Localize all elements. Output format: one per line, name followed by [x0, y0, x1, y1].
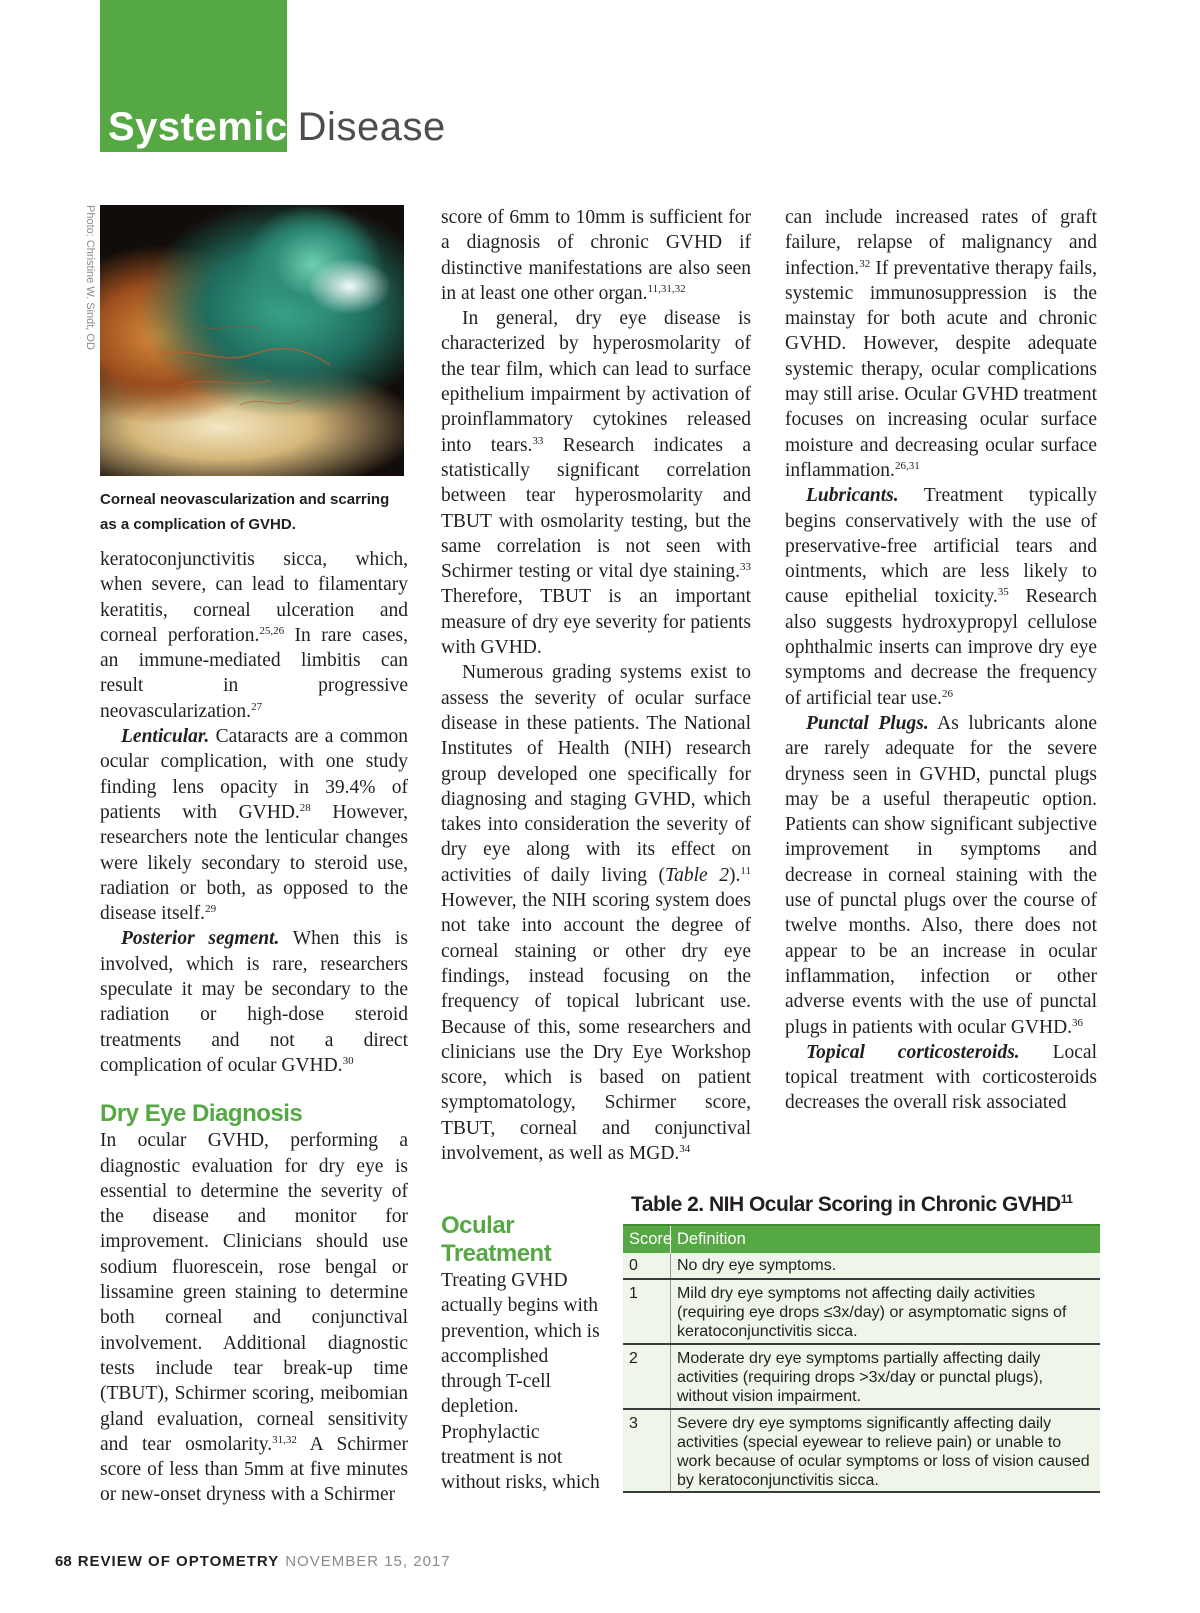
column-1: [100, 547, 408, 1508]
paragraph: Posterior segment. When this is involved, which is rare, researchers speculate it may be secondary to the radiation or high-dose steroid treatments and not a direct complication of ocular GVHD.$^{30}$: [100, 928, 409, 1076]
paragraph: score of 6mm to 10mm is sufficient for a diagnosis of chronic GVHD if distinctive manifestations are also seen in at least one other organ.$^{11,31,32}$: [441, 207, 751, 304]
page-number: 68: [55, 1553, 72, 1570]
table-row: [623, 1253, 1100, 1280]
photo-credit: Photo: Christine W. Sindt, OD: [84, 205, 96, 350]
table-row: [623, 1280, 1100, 1345]
paragraph: Topical corticosteroids. Local topical treatment with corticosteroids decreases the overall risk associated: [785, 1041, 1097, 1114]
table-title: Table 2. NIH Ocular Scoring in Chronic GVHD$^{11}$: [631, 1192, 1073, 1216]
table-row: [623, 1410, 1100, 1493]
issue-date: NOVEMBER 15, 2017: [285, 1553, 451, 1570]
column-2: [441, 205, 751, 1166]
paragraph-lead: Punctal Plugs.: [806, 712, 929, 734]
table-cell-score: 1: [623, 1280, 671, 1343]
table-header-row: [623, 1224, 1100, 1253]
table-cell-score: 0: [623, 1253, 671, 1278]
column-2-lower: [441, 1212, 605, 1496]
table-cell-definition: Mild dry eye symptoms not affecting daily activities (requiring eye drops ≤3x/day) or asymptomatic signs of keratoconjunctivitis sicca.: [677, 1285, 1067, 1340]
table-cell-definition: Moderate dry eye symptoms partially affecting daily activities (requiring drops >3x/day or punctal plugs), without vision impairment.: [677, 1350, 1043, 1405]
table-cell-score: 2: [623, 1345, 671, 1408]
eye-photo: [100, 205, 404, 476]
paragraph: keratoconjunctivitis sicca, which, when severe, can lead to filamentary keratitis, corneal ulceration and corneal perforation.$^{25,26}$ In rare cases, an immune-mediated limbitis can result in progressive neovascularization.$^{27}$: [100, 549, 408, 722]
paragraph: Treating GVHD actually begins with prevention, which is accomplished through T-cell depletion. Prophylactic treatment is not without risks, which: [441, 1270, 600, 1494]
section-heading: Dry Eye Diagnosis: [100, 1100, 303, 1128]
table-cell-definition: No dry eye symptoms.: [677, 1257, 837, 1274]
table-reference: Table 2: [665, 864, 730, 886]
table-cell-definition: Severe dry eye symptoms significantly affecting daily activities (special eyewear to relieve pain) or unable to work because of ocular symptoms or loss of vision caused by keratoconjunctivitis sicca.: [677, 1415, 1090, 1489]
paragraph: Lenticular. Cataracts are a common ocular complication, with one study finding lens opacity in 39.4% of patients with GVHD.$^{28}$ However, researchers note the lenticular changes were likely secondary to steroid use, radiation or both, as opposed to the disease itself.$^{29}$: [100, 726, 408, 925]
section-header: [108, 103, 446, 151]
publication-name: REVIEW OF OPTOMETRY: [77, 1553, 280, 1570]
paragraph-lead: Topical corticosteroids.: [806, 1041, 1020, 1063]
paragraph: Numerous grading systems exist to assess the severity of ocular surface disease in these patients. The National Institutes of Health (NIH) research group developed one specifically for diagnosing and staging GVHD, which takes into consideration the severity of dry eye along with its effect on activities of daily living (Table 2).$^{11}$ However, the NIH scoring system does not take into account the degree of corneal staining or other dry eye findings, instead focusing on the frequency of topical lubricant use. Because of this, some researchers and clinicians use the Dry Eye Workshop score, which is based on patient symptomatology, Schirmer score, TBUT, corneal and conjunctival involvement, as well as MGD.$^{34}$: [441, 662, 751, 1164]
table-header-score: Score: [623, 1226, 671, 1253]
paragraph-lead: Lubricants.: [806, 485, 899, 507]
section-heading: Ocular Treatment: [441, 1212, 552, 1267]
nih-scoring-table: [623, 1190, 1100, 1493]
table-header-definition: Definition: [677, 1230, 746, 1248]
page-footer: [55, 1553, 451, 1570]
table-cell-score: 3: [623, 1410, 671, 1491]
figure-caption: Corneal neovascularization and scarring as a complication of GVHD.: [100, 491, 390, 533]
paragraph: Lubricants. Treatment typically begins conservatively with the use of preservative-free artificial tears and ointments, which are less likely to cause epithelial toxicity.$^{35}$ Research also suggests hydroxypropyl cellulose ophthalmic inserts can improve dry eye symptoms and decrease the frequency of artificial tear use.$^{26}$: [785, 485, 1097, 709]
paragraph: In ocular GVHD, performing a diagnostic evaluation for dry eye is essential to determine the severity of the disease and monitor for improvement. Clinicians should use sodium fluorescein, rose bengal or lissamine green staining to determine both corneal and conjunctival involvement. Additional diagnostic tests include tear break-up time (TBUT), Schirmer scoring, meibomian gland evaluation, corneal sensitivity and tear osmolarity.$^{31,32}$ A Schirmer score of less than 5mm at five minutes or new-onset dryness with a Schirmer: [100, 1130, 408, 1506]
column-3: [785, 205, 1097, 1116]
section-title-bold: Systemic: [108, 105, 288, 149]
paragraph: can include increased rates of graft failure, relapse of malignancy and infection.$^{32}$ If preventative therapy fails, systemic immunosuppression is the mainstay for both acute and chronic GVHD. However, despite adequate systemic therapy, ocular complications may still arise. Ocular GVHD treatment focuses on increasing ocular surface moisture and decreasing ocular surface inflammation.$^{26,31}$: [785, 207, 1097, 481]
table-row: [623, 1345, 1100, 1410]
paragraph-lead: Lenticular.: [121, 726, 210, 748]
paragraph: In general, dry eye disease is characterized by hyperosmolarity of the tear film, which can lead to surface epithelium impairment by activation of proinflammatory cytokines released into tears.$^{33}$ Research indicates a statistically significant correlation between tear hyperosmolarity and TBUT with osmolarity testing, but the same correlation is not seen with Schirmer testing or vital dye staining.$^{33}$ Therefore, TBUT is an important measure of dry eye severity for patients with GVHD.: [441, 308, 752, 659]
paragraph-lead: Posterior segment.: [121, 928, 280, 950]
section-title-light: Disease: [297, 105, 446, 149]
eye-photo-vessels: [100, 205, 404, 476]
paragraph: Punctal Plugs. As lubricants alone are rarely adequate for the severe dryness seen in GVHD, punctal plugs may be a useful therapeutic option. Patients can show significant subjective improvement in symptoms and decrease in corneal staining with the use of punctal plugs over the course of twelve months. Also, there does not appear to be an increase in ocular inflammation, infection or other adverse events with the use of punctal plugs in patients with ocular GVHD.$^{36}$: [785, 712, 1098, 1038]
